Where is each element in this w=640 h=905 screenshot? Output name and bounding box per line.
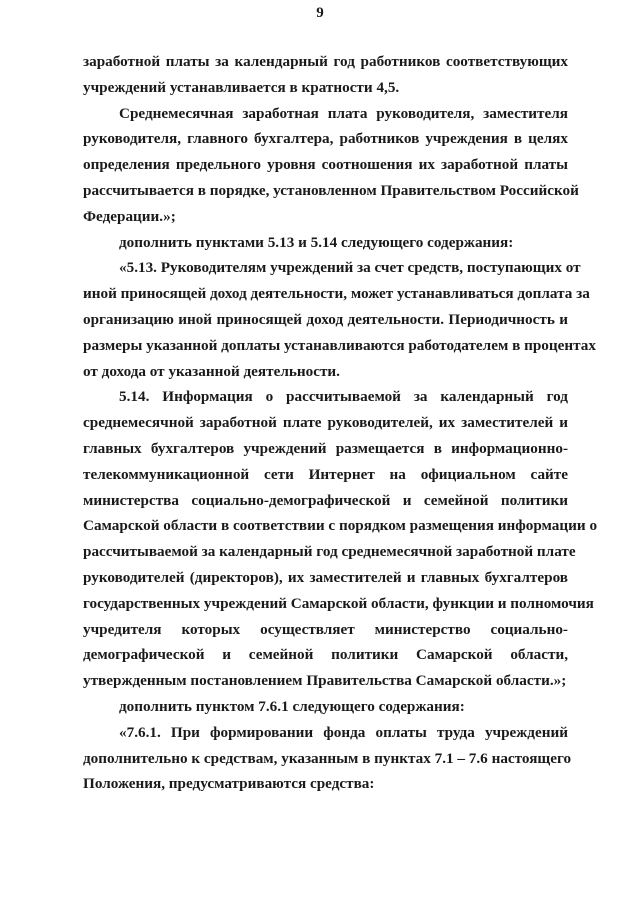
text-line: телекоммуникационной сети Интернет на официальном сайте (83, 465, 568, 483)
text-line: учредителя которых осуществляет министерство социально- (83, 620, 568, 638)
text-line: заработной платы за календарный год работников соответствующих (83, 53, 568, 70)
page-number: 9 (316, 5, 324, 21)
text-line: Положения, предусматриваются средства: (83, 775, 375, 793)
document-body (83, 49, 598, 797)
text-line: определения предельного уровня соотношения их заработной платы (83, 156, 568, 174)
text-line: иной приносящей доход деятельности, может устанавливаться доплата за (83, 285, 590, 303)
text-line: дополнить пунктами 5.13 и 5.14 следующего содержания: (119, 233, 514, 251)
text-line: руководителя, главного бухгалтера, работников учреждения в целях (83, 130, 568, 148)
text-line: главных бухгалтеров учреждений размещается в информационно- (83, 439, 568, 457)
text-line: рассчитываемой за календарный год среднемесячной заработной плате (83, 543, 576, 561)
text-line: дополнительно к средствам, указанным в пунктах 7.1 – 7.6 настоящего (83, 749, 572, 767)
text-line: дополнить пунктом 7.6.1 следующего содержания: (119, 697, 465, 715)
text-line: государственных учреждений Самарской области, функции и полномочия (83, 594, 594, 612)
text-line: Федерации.»; (83, 207, 176, 225)
text-line: от дохода от указанной деятельности. (83, 362, 340, 380)
text-line: учреждений устанавливается в кратности 4,5. (83, 78, 400, 96)
text-line: среднемесячной заработной плате руководителей, их заместителей и (83, 414, 568, 432)
text-line: организацию иной приносящей доход деятельности. Периодичность и (83, 310, 568, 328)
text-line: утвержденным постановлением Правительства Самарской области.»; (83, 672, 567, 690)
text-line: руководителей (директоров), их заместителей и главных бухгалтеров (83, 568, 568, 586)
text-line: 5.14. Информация о рассчитываемой за календарный год (119, 388, 568, 406)
text-line: демографической и семейной политики Самарской области, (83, 646, 568, 664)
text-line: рассчитывается в порядке, установленном Правительством Российской (83, 181, 579, 199)
text-line: министерства социально-демографической и семейной политики (83, 491, 568, 509)
text-line: «7.6.1. При формировании фонда оплаты труда учреждений (119, 723, 568, 741)
text-line: «5.13. Руководителям учреждений за счет средств, поступающих от (119, 259, 581, 277)
text-line: Самарской области в соответствии с порядком размещения информации о (83, 517, 598, 535)
text-line: размеры указанной доплаты устанавливаются работодателем в процентах (83, 336, 596, 354)
text-line: Среднемесячная заработная плата руководителя, заместителя (119, 104, 568, 122)
